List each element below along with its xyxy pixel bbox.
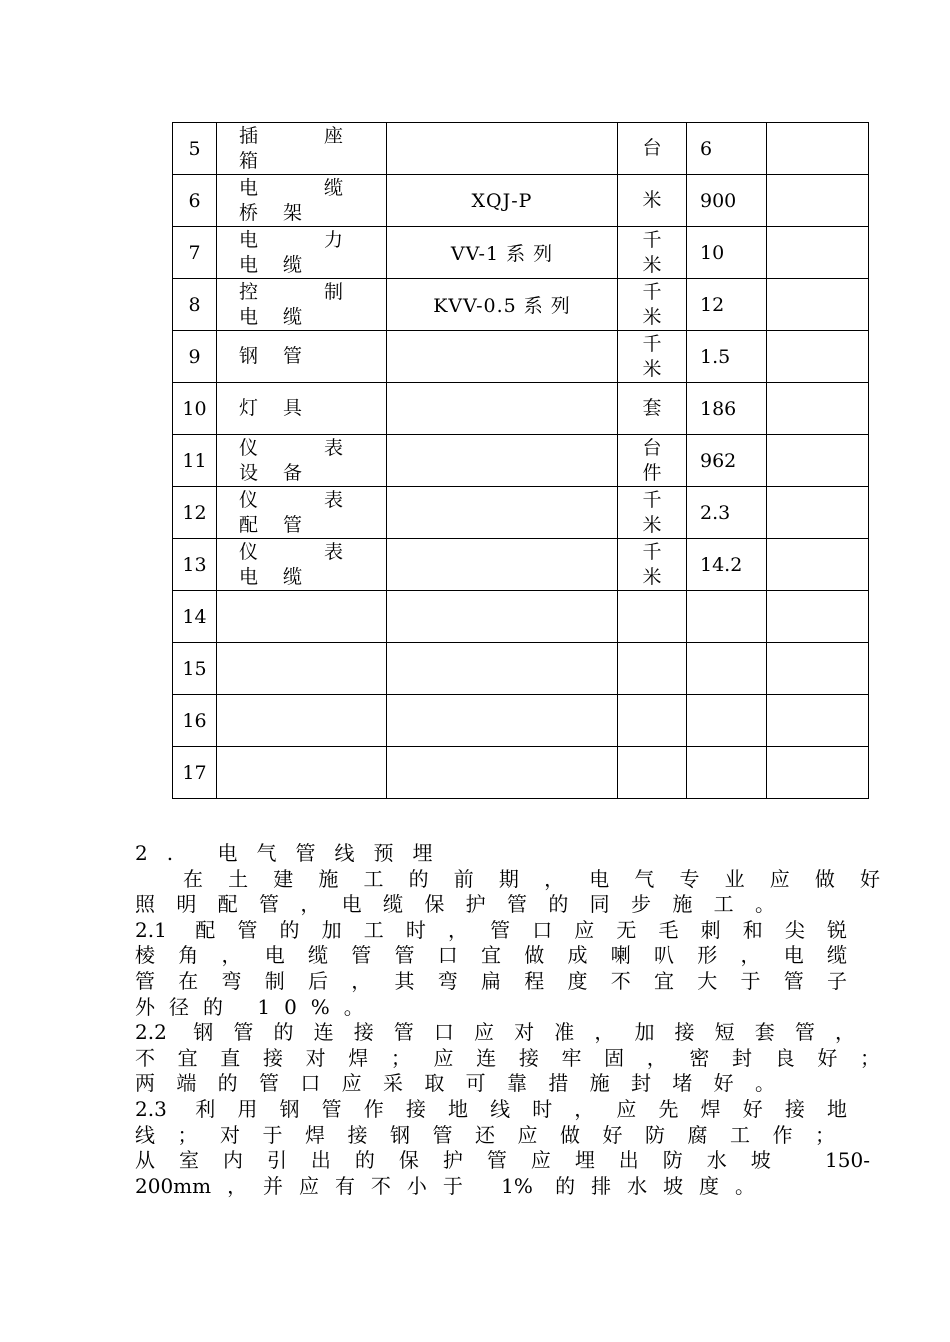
table-row xyxy=(173,331,869,383)
cell-remark xyxy=(767,123,869,175)
cell-unit xyxy=(618,539,687,591)
paragraph-line: 棱角，电缆管管口宜做成喇叭形，电缆 xyxy=(135,943,847,968)
cell-unit xyxy=(618,435,687,487)
cell-item-name xyxy=(217,331,387,383)
cell-number-text: 8 xyxy=(188,293,201,316)
cell-item-name xyxy=(217,591,387,643)
cell-unit-text: 千米 xyxy=(642,488,662,536)
paragraph-line: 两端的管口应采取可靠措施封堵好。 xyxy=(135,1071,775,1096)
cell-quantity-text: 1.5 xyxy=(700,345,731,368)
cell-item-name xyxy=(217,279,387,331)
cell-specification xyxy=(387,539,618,591)
cell-number xyxy=(173,747,217,799)
cell-number-text: 11 xyxy=(182,449,207,472)
cell-item-name xyxy=(217,435,387,487)
cell-specification xyxy=(387,175,618,227)
cell-unit xyxy=(618,643,687,695)
cell-number xyxy=(173,591,217,643)
cell-quantity-text: 14.2 xyxy=(700,553,743,576)
cell-unit xyxy=(618,175,687,227)
cell-item-name-text: 控制电缆 xyxy=(239,280,368,328)
table-row xyxy=(173,487,869,539)
cell-number-text: 7 xyxy=(188,241,201,264)
cell-specification xyxy=(387,123,618,175)
cell-item-name xyxy=(217,227,387,279)
cell-quantity xyxy=(687,175,767,227)
table-row xyxy=(173,227,869,279)
cell-number-text: 15 xyxy=(182,657,207,680)
cell-unit-text: 千米 xyxy=(642,332,662,380)
cell-unit-text: 台 xyxy=(642,137,662,159)
cell-item-name-text: 仪表设备 xyxy=(239,436,368,484)
cell-remark xyxy=(767,643,869,695)
paragraph-line: 管在弯制后，其弯扁程度不宜大于管子 xyxy=(135,968,847,993)
cell-number-text: 10 xyxy=(182,397,207,420)
cell-item-name xyxy=(217,695,387,747)
cell-number xyxy=(173,383,217,435)
cell-remark xyxy=(767,487,869,539)
cell-specification-text: XQJ-P xyxy=(471,189,533,212)
cell-specification xyxy=(387,331,618,383)
cell-quantity xyxy=(687,643,767,695)
table-row xyxy=(173,279,869,331)
cell-unit xyxy=(618,695,687,747)
cell-quantity-text: 900 xyxy=(700,189,737,212)
cell-quantity-text: 2.3 xyxy=(700,501,731,524)
cell-item-name xyxy=(217,747,387,799)
cell-unit xyxy=(618,747,687,799)
paragraph-line: 2.3 利用钢管作接地线时，应先焊好接地 xyxy=(135,1096,847,1121)
cell-quantity xyxy=(687,123,767,175)
cell-specification-text: KVV-0.5 系 列 xyxy=(433,295,571,317)
cell-item-name-text: 灯具 xyxy=(239,397,328,419)
cell-specification xyxy=(387,487,618,539)
cell-item-name xyxy=(217,383,387,435)
cell-unit-text: 台件 xyxy=(642,436,662,484)
cell-number xyxy=(173,487,217,539)
cell-unit xyxy=(618,227,687,279)
cell-remark xyxy=(767,175,869,227)
table-body xyxy=(173,123,869,799)
table-row xyxy=(173,123,869,175)
cell-item-name xyxy=(217,123,387,175)
table-row xyxy=(173,695,869,747)
cell-quantity xyxy=(687,695,767,747)
cell-number xyxy=(173,695,217,747)
table-row xyxy=(173,383,869,435)
paragraph-line: 线；对于焊接钢管还应做好防腐工作； xyxy=(135,1122,835,1147)
cell-number xyxy=(173,175,217,227)
cell-remark xyxy=(767,747,869,799)
cell-unit xyxy=(618,383,687,435)
cell-remark xyxy=(767,435,869,487)
cell-specification xyxy=(387,435,618,487)
cell-specification xyxy=(387,695,618,747)
cell-remark xyxy=(767,591,869,643)
cell-number-text: 6 xyxy=(188,189,201,212)
paragraph-line: 从室内引出的保护管应埋出防水坡 150- xyxy=(135,1148,870,1173)
cell-number xyxy=(173,331,217,383)
cell-unit-text: 千米 xyxy=(642,540,662,588)
cell-number-text: 12 xyxy=(182,501,207,524)
cell-item-name xyxy=(217,539,387,591)
paragraph-line: 在土建施工的前期，电气专业应做好 xyxy=(183,866,880,891)
table-row xyxy=(173,643,869,695)
cell-number xyxy=(173,539,217,591)
cell-unit xyxy=(618,123,687,175)
cell-remark xyxy=(767,383,869,435)
table-row xyxy=(173,435,869,487)
cell-item-name-text: 插座箱 xyxy=(239,124,368,172)
cell-quantity-text: 6 xyxy=(700,137,713,160)
paragraph-line: 照明配管，电缆保护管的同步施工。 xyxy=(135,892,775,917)
cell-quantity xyxy=(687,435,767,487)
cell-number xyxy=(173,279,217,331)
cell-item-name-text: 电缆桥架 xyxy=(239,176,368,224)
cell-number xyxy=(173,227,217,279)
cell-specification xyxy=(387,227,618,279)
cell-number xyxy=(173,435,217,487)
section-electrical-conduit xyxy=(135,841,880,1199)
paragraph-line: 不宜直接对焊；应连接牢固，密封良好； xyxy=(135,1045,880,1070)
cell-unit-text: 千米 xyxy=(642,280,662,328)
cell-item-name-text: 仪表电缆 xyxy=(239,540,368,588)
cell-quantity xyxy=(687,747,767,799)
cell-quantity-text: 12 xyxy=(700,293,725,316)
equipment-table xyxy=(172,122,869,799)
cell-item-name-text: 电力电缆 xyxy=(239,228,368,276)
cell-remark xyxy=(767,227,869,279)
paragraph-line: 外径的 10%。 xyxy=(135,994,378,1019)
table-row xyxy=(173,747,869,799)
cell-remark xyxy=(767,539,869,591)
cell-item-name xyxy=(217,487,387,539)
cell-number-text: 5 xyxy=(188,137,201,160)
section-heading: 2. 电气管线预埋 xyxy=(135,841,452,865)
cell-number-text: 13 xyxy=(182,553,207,576)
cell-specification xyxy=(387,383,618,435)
cell-unit xyxy=(618,331,687,383)
table-row xyxy=(173,539,869,591)
cell-unit-text: 千米 xyxy=(642,228,662,276)
cell-specification xyxy=(387,279,618,331)
cell-specification-text: VV-1 系 列 xyxy=(450,243,554,265)
cell-item-name-text: 仪表配管 xyxy=(239,488,368,536)
cell-unit xyxy=(618,591,687,643)
cell-number-text: 14 xyxy=(182,605,207,628)
table-row xyxy=(173,175,869,227)
cell-unit-text: 米 xyxy=(642,189,662,211)
cell-number-text: 17 xyxy=(182,761,207,784)
cell-quantity-text: 962 xyxy=(700,449,737,472)
cell-item-name xyxy=(217,175,387,227)
cell-quantity xyxy=(687,279,767,331)
cell-number xyxy=(173,643,217,695)
paragraph-line: 2.2 钢管的连接管口应对准，加接短套管， xyxy=(135,1020,855,1045)
cell-item-name-text: 钢管 xyxy=(239,345,328,367)
cell-number xyxy=(173,123,217,175)
cell-unit-text: 套 xyxy=(642,397,662,419)
cell-specification xyxy=(387,747,618,799)
cell-item-name xyxy=(217,643,387,695)
paragraph-line: 2.1 配管的加工时，管口应无毛刺和尖锐 xyxy=(135,917,847,942)
cell-quantity xyxy=(687,331,767,383)
cell-remark xyxy=(767,279,869,331)
cell-number-text: 9 xyxy=(188,345,201,368)
table-row xyxy=(173,591,869,643)
cell-quantity xyxy=(687,383,767,435)
paragraph-line: 200mm，并应有不小于 1% 的排水坡度。 xyxy=(135,1173,755,1198)
cell-number-text: 16 xyxy=(182,709,207,732)
cell-unit xyxy=(618,279,687,331)
cell-quantity-text: 10 xyxy=(700,241,725,264)
cell-remark xyxy=(767,331,869,383)
cell-quantity xyxy=(687,487,767,539)
cell-specification xyxy=(387,591,618,643)
cell-specification xyxy=(387,643,618,695)
cell-quantity xyxy=(687,227,767,279)
cell-remark xyxy=(767,695,869,747)
cell-quantity-text: 186 xyxy=(700,397,737,420)
cell-quantity xyxy=(687,591,767,643)
cell-unit xyxy=(618,487,687,539)
cell-quantity xyxy=(687,539,767,591)
